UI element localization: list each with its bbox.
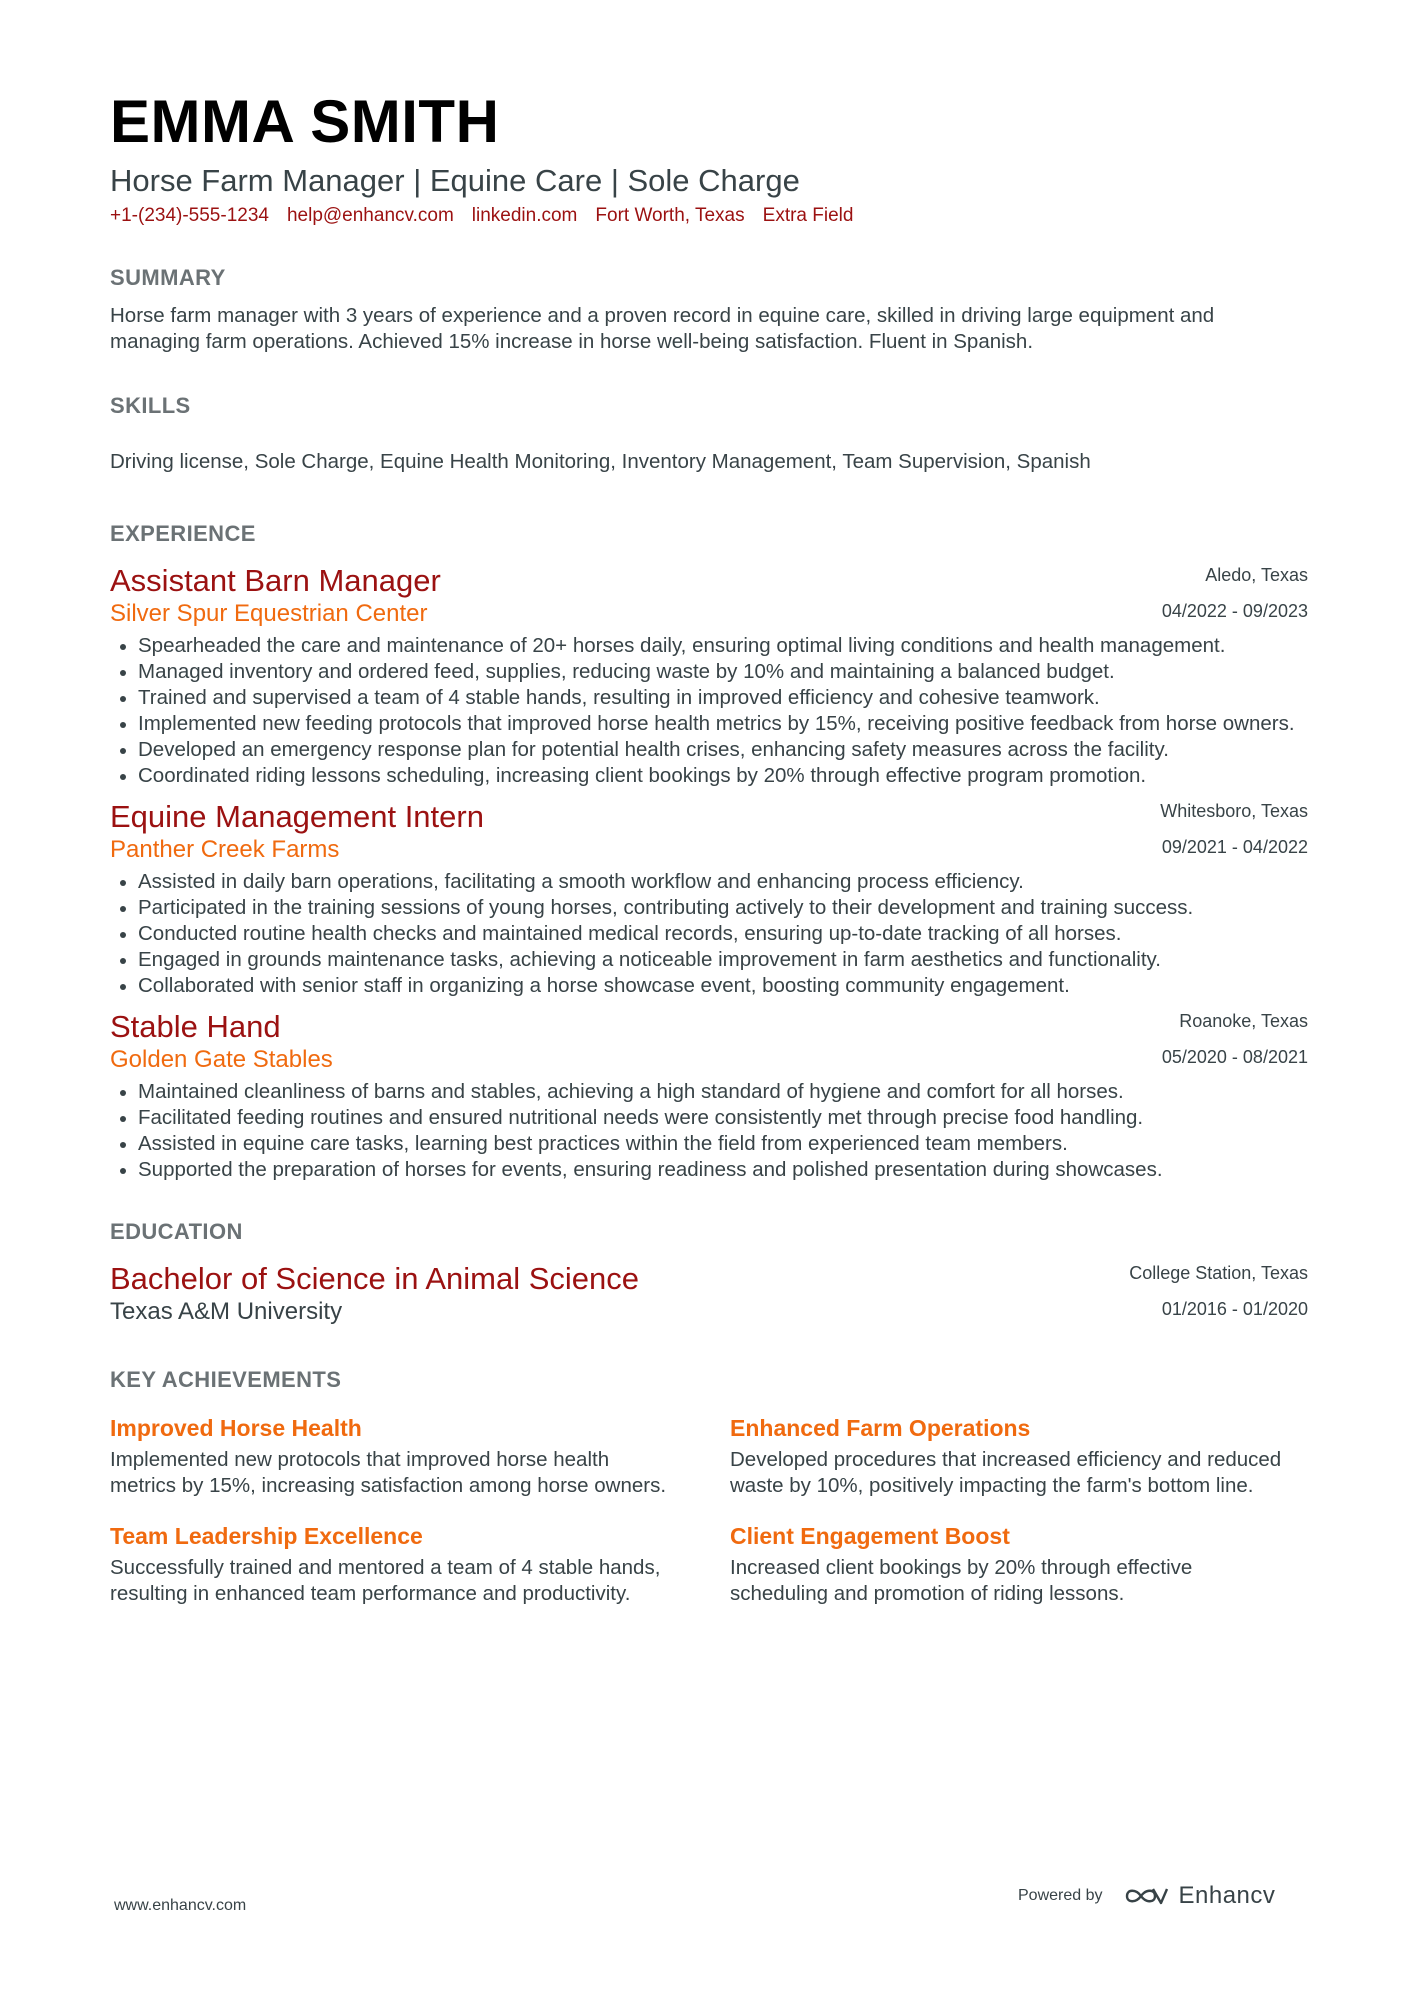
contact-linkedin[interactable]: linkedin.com	[471, 205, 578, 227]
achievement-desc: Implemented new protocols that improved horse health metrics by 15%, increasing satisfaction among horse owners.	[110, 1448, 667, 1498]
job-bullet: Managed inventory and ordered feed, supplies, reducing waste by 10% and maintaining a balanced budget.	[138, 659, 1308, 685]
achievements-grid	[110, 1413, 1308, 1607]
education-section	[110, 1219, 1308, 1327]
job-bullet: Assisted in equine care tasks, learning best practices within the field from experienced team members.	[138, 1131, 1308, 1157]
job-bullets	[110, 633, 1308, 789]
job-bullet: Participated in the training sessions of young horses, contributing actively to their development and training success.	[138, 895, 1308, 921]
job-bullet: Collaborated with senior staff in organizing a horse showcase event, boosting community engagement.	[138, 973, 1308, 999]
achievement-desc: Successfully trained and mentored a team of 4 stable hands, resulting in enhanced team performance and productivity.	[110, 1556, 661, 1606]
contact-email[interactable]: help@enhancv.com	[286, 205, 454, 227]
achievement-item	[110, 1521, 730, 1607]
contact-location: Fort Worth, Texas	[595, 205, 745, 227]
job-location: Roanoke, Texas	[1179, 1011, 1308, 1032]
resume-page	[110, 88, 1308, 1607]
section-title-summary: SUMMARY	[110, 265, 226, 291]
achievement-title: Improved Horse Health	[110, 1415, 362, 1442]
job-bullets	[110, 1079, 1308, 1183]
job-entry	[110, 799, 1308, 999]
brand-name: Enhancv	[1178, 1882, 1276, 1909]
job-bullet: Supported the preparation of horses for events, ensuring readiness and polished presentation during showcases.	[138, 1157, 1308, 1183]
contact-row	[110, 205, 1308, 227]
achievement-item	[730, 1521, 1308, 1607]
job-title: Assistant Barn Manager	[110, 563, 441, 599]
enhancv-logo-icon	[1123, 1884, 1169, 1908]
job-title: Equine Management Intern	[110, 799, 484, 835]
achievement-item	[730, 1413, 1308, 1499]
job-dates: 05/2020 - 08/2021	[1161, 1047, 1308, 1068]
job-company: Silver Spur Equestrian Center	[110, 600, 428, 628]
education-entry	[110, 1261, 1308, 1327]
job-location: Whitesboro, Texas	[1160, 801, 1308, 822]
achievement-item	[110, 1413, 730, 1499]
job-company: Panther Creek Farms	[110, 836, 340, 864]
footer-branding	[1018, 1882, 1275, 1910]
candidate-headline: Horse Farm Manager | Equine Care | Sole Charge	[110, 163, 800, 198]
brand-logo[interactable]	[1123, 1882, 1276, 1910]
skills-text: Driving license, Sole Charge, Equine Health Monitoring, Inventory Management, Team Supervision, Spanish	[110, 450, 1091, 474]
job-bullet: Assisted in daily barn operations, facilitating a smooth workflow and enhancing process efficiency.	[138, 869, 1308, 895]
skills-section	[110, 393, 1308, 475]
job-location: Aledo, Texas	[1205, 565, 1308, 586]
job-bullet: Spearheaded the care and maintenance of 20+ horses daily, ensuring optimal living conditions and health management.	[138, 633, 1308, 659]
job-bullet: Developed an emergency response plan for potential health crises, enhancing safety measures across the facility.	[138, 737, 1308, 763]
job-bullet: Implemented new feeding protocols that improved horse health metrics by 15%, receiving positive feedback from horse owners.	[138, 711, 1308, 737]
resume-header	[110, 88, 1308, 227]
summary-section	[110, 265, 1308, 355]
job-company: Golden Gate Stables	[110, 1046, 333, 1074]
footer-website[interactable]: www.enhancv.com	[114, 1897, 247, 1914]
job-bullet: Engaged in grounds maintenance tasks, achieving a noticeable improvement in farm aesthetics and functionality.	[138, 947, 1308, 973]
achievement-desc: Increased client bookings by 20% through effective scheduling and promotion of riding lessons.	[730, 1556, 1193, 1606]
section-title-skills: SKILLS	[110, 393, 191, 419]
section-title-education: EDUCATION	[110, 1219, 243, 1245]
achievement-title: Team Leadership Excellence	[110, 1523, 423, 1550]
education-degree: Bachelor of Science in Animal Science	[110, 1261, 640, 1297]
summary-text: Horse farm manager with 3 years of experience and a proven record in equine care, skilled in driving large equipment and managing farm operations. Achieved 15% increase in horse well-being satisfaction. Fluent in Spanish.	[110, 304, 1215, 354]
job-dates: 04/2022 - 09/2023	[1161, 601, 1308, 622]
achievements-section	[110, 1367, 1308, 1607]
job-entry	[110, 563, 1308, 789]
candidate-name: EMMA SMITH	[110, 88, 500, 155]
job-title: Stable Hand	[110, 1009, 281, 1045]
contact-extra-field: Extra Field	[762, 205, 854, 227]
achievement-title: Enhanced Farm Operations	[730, 1415, 1031, 1442]
job-bullet: Coordinated riding lessons scheduling, increasing client bookings by 20% through effective program promotion.	[138, 763, 1308, 789]
job-bullet: Conducted routine health checks and maintained medical records, ensuring up-to-date tracking of all horses.	[138, 921, 1308, 947]
contact-phone[interactable]: +1-(234)-555-1234	[110, 205, 269, 227]
job-bullet: Facilitated feeding routines and ensured nutritional needs were consistently met through precise food handling.	[138, 1105, 1308, 1131]
experience-section	[110, 521, 1308, 1183]
achievement-title: Client Engagement Boost	[730, 1523, 1010, 1550]
education-location: College Station, Texas	[1129, 1263, 1308, 1284]
job-entry	[110, 1009, 1308, 1183]
education-dates: 01/2016 - 01/2020	[1161, 1299, 1308, 1320]
education-school: Texas A&M University	[110, 1298, 343, 1326]
job-dates: 09/2021 - 04/2022	[1161, 837, 1308, 858]
section-title-experience: EXPERIENCE	[110, 521, 256, 547]
job-bullet: Maintained cleanliness of barns and stables, achieving a high standard of hygiene and comfort for all horses.	[138, 1079, 1308, 1105]
job-bullets	[110, 869, 1308, 999]
achievement-desc: Developed procedures that increased efficiency and reduced waste by 10%, positively impacting the farm's bottom line.	[730, 1448, 1282, 1498]
powered-by-label: Powered by	[1018, 1887, 1103, 1904]
job-bullet: Trained and supervised a team of 4 stable hands, resulting in improved efficiency and cohesive teamwork.	[138, 685, 1308, 711]
section-title-achievements: KEY ACHIEVEMENTS	[110, 1367, 342, 1393]
